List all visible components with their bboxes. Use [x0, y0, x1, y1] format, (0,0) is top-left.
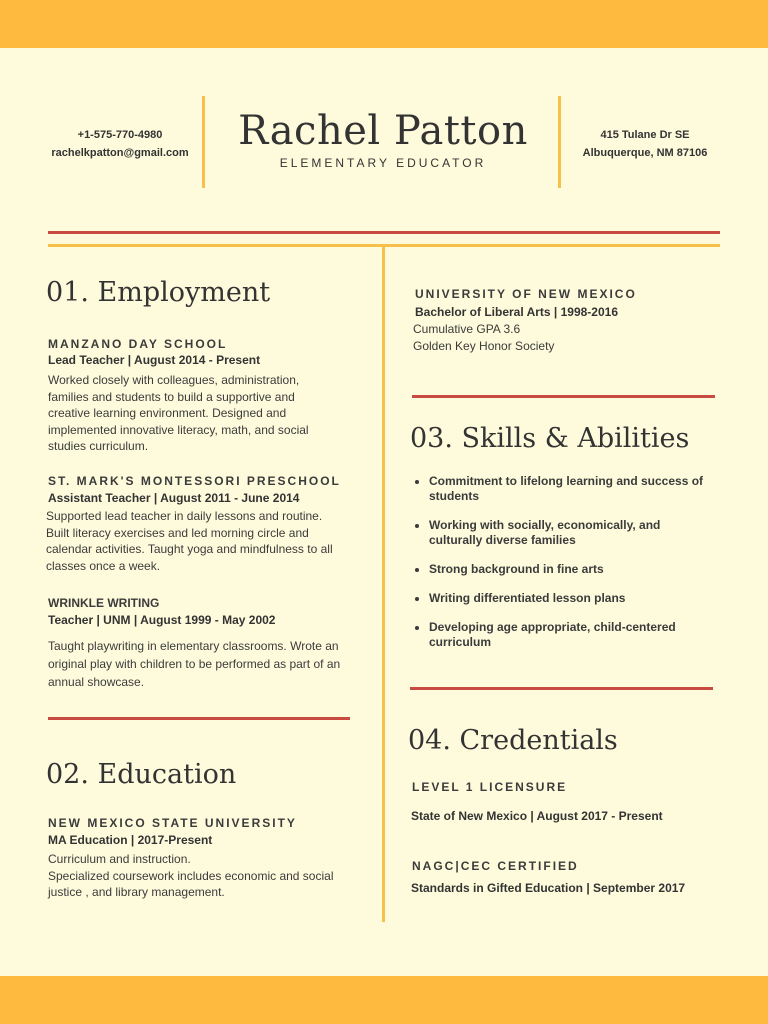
skill-item: Working with socially, economically, and culturally diverse families — [412, 518, 712, 548]
skill-item: Strong background in fine arts — [412, 562, 712, 577]
job-description: Supported lead teacher in daily lessons and routine. Built literacy exercises and led morning circle and calendar activities. Taught yoga and mindfulness to all classes once a week. — [46, 509, 333, 573]
employment-heading: 01. Employment — [46, 277, 271, 308]
credential-title: LEVEL 1 LICENSURE — [412, 780, 568, 794]
school-degree: Bachelor of Liberal Arts | 1998-2016 — [415, 305, 618, 319]
address-line-1: 415 Tulane Dr SE — [600, 129, 690, 141]
school-name: NEW MEXICO STATE UNIVERSITY — [48, 816, 297, 830]
education-heading: 02. Education — [46, 759, 237, 790]
job-org: WRINKLE WRITING — [48, 596, 160, 610]
school-description: Cumulative GPA 3.6 Golden Key Honor Society — [413, 322, 555, 353]
phone-number: +1-575-770-4980 — [77, 129, 163, 141]
school-name: UNIVERSITY OF NEW MEXICO — [415, 287, 637, 301]
credential-detail: State of New Mexico | August 2017 - Present — [411, 809, 663, 823]
skills-heading: 03. Skills & Abilities — [410, 423, 690, 454]
candidate-name: Rachel Patton — [238, 108, 528, 154]
school-degree: MA Education | 2017-Present — [48, 833, 213, 847]
job-org: MANZANO DAY SCHOOL — [48, 337, 228, 351]
contact-left — [40, 126, 200, 162]
candidate-title: ELEMENTARY EDUCATOR — [279, 156, 487, 170]
credential-title: NAGC|CEC CERTIFIED — [412, 859, 579, 873]
contact-right — [572, 126, 718, 162]
education-rule — [412, 395, 715, 398]
header-divider-right — [558, 96, 561, 188]
skill-item: Commitment to lifelong learning and success of students — [412, 474, 712, 504]
header-divider-left — [202, 96, 205, 188]
bottom-banner — [0, 976, 768, 1024]
column-divider — [382, 246, 385, 922]
address-line-2: Albuquerque, NM 87106 — [582, 147, 708, 159]
skill-item: Writing differentiated lesson plans — [412, 591, 712, 606]
email-address: rachelkpatton@gmail.com — [51, 147, 189, 159]
header-rule-red — [48, 231, 720, 234]
credentials-heading: 04. Credentials — [408, 725, 618, 756]
job-description: Taught playwriting in elementary classrooms. Wrote an original play with children to be performed as part of an annual showcase. — [48, 639, 341, 689]
credential-detail: Standards in Gifted Education | September 2017 — [411, 881, 686, 895]
skill-item: Developing age appropriate, child-centered curriculum — [412, 620, 712, 650]
job-org: ST. MARK'S MONTESSORI PRESCHOOL — [48, 474, 341, 488]
skills-list — [412, 474, 712, 664]
job-role: Assistant Teacher | August 2011 - June 2014 — [48, 491, 300, 505]
job-role: Lead Teacher | August 2014 - Present — [48, 353, 261, 367]
job-role: Teacher | UNM | August 1999 - May 2002 — [48, 613, 276, 627]
skills-rule — [410, 687, 713, 690]
job-description: Worked closely with colleagues, administration, families and students to build a supportive and creative learning environment. Designed and implemented innovative literacy, math, and social studies curriculum. — [48, 373, 309, 453]
school-description: Curriculum and instruction. Specialized coursework includes economic and social justice , and library management. — [48, 852, 334, 899]
top-banner — [0, 0, 768, 48]
employment-rule — [48, 717, 350, 720]
